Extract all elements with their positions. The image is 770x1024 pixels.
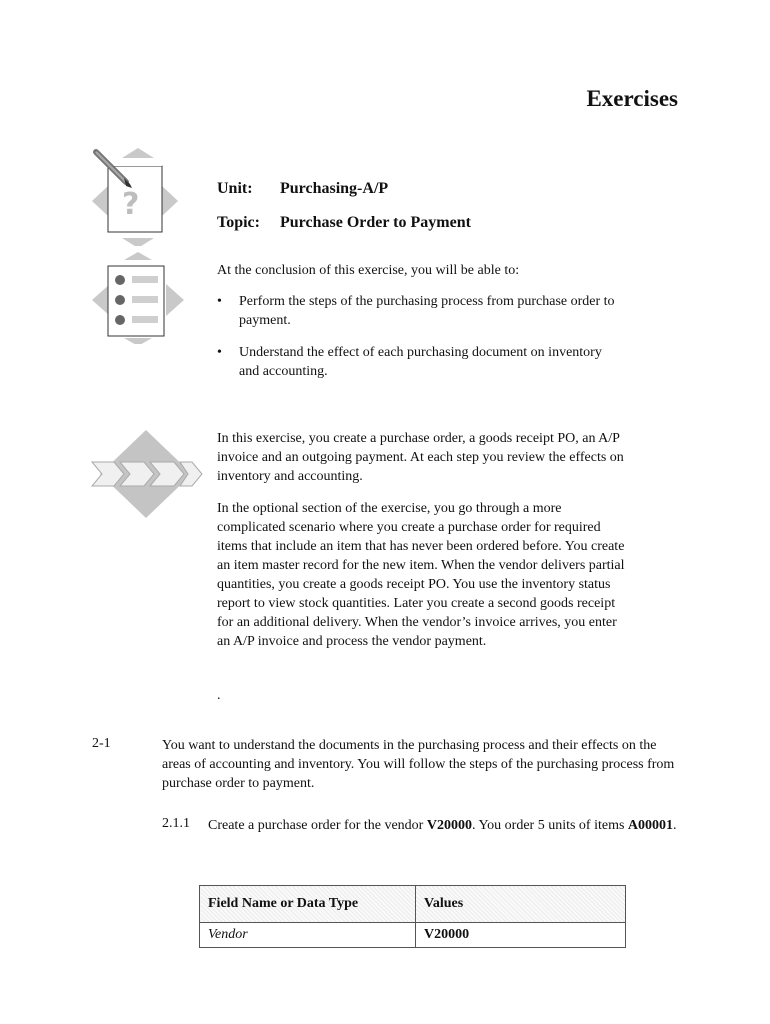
- scenario-paragraph: In this exercise, you create a purchase order, a goods receipt PO, an A/P invoice and an outgoing payment. At each step you review the effects on inventory and accounting.: [217, 431, 624, 484]
- step-text-part: .: [673, 818, 677, 833]
- exercise-text: You want to understand the documents in the purchasing process and their effects on the areas of accounting and inventory. You will follow the steps of the purchasing process from purchase order to payment.: [162, 738, 675, 791]
- page-title: Exercises: [586, 86, 678, 111]
- step-text-part: . You order 5 units of items: [471, 818, 628, 833]
- table-header-cell: Field Name or Data Type: [200, 886, 416, 923]
- objective-item: [217, 343, 617, 381]
- unit-label: Unit:: [217, 180, 253, 197]
- table-row: [200, 923, 626, 948]
- objectives-intro: At the conclusion of this exercise, you will be able to:: [217, 263, 520, 278]
- objective-text: Perform the steps of the purchasing process from purchase order to payment.: [239, 294, 615, 328]
- objectives-list-icon: [90, 252, 186, 344]
- table-header-cell: Values: [416, 886, 626, 923]
- unit-line: [217, 180, 388, 198]
- objective-text: Understand the effect of each purchasing document on inventory and accounting.: [239, 345, 602, 379]
- svg-text:?: ?: [122, 187, 140, 222]
- objective-item: [217, 292, 617, 330]
- topic-line: [217, 214, 471, 232]
- exercise-number: 2-1: [92, 736, 111, 751]
- scenario-trailing: .: [217, 688, 221, 703]
- topic-label: Topic:: [217, 214, 260, 231]
- step-text: [208, 816, 678, 835]
- step-number: 2.1.1: [162, 816, 190, 831]
- vendor-code: V20000: [426, 818, 472, 833]
- unit-value: Purchasing-A/P: [280, 180, 389, 197]
- table-cell-value: V20000: [416, 923, 626, 948]
- topic-value: Purchase Order to Payment: [280, 214, 471, 231]
- field-values-table: [199, 885, 626, 948]
- question-mark-icon: [86, 146, 186, 246]
- table-header-row: [200, 886, 626, 923]
- table-cell-field: Vendor: [200, 923, 416, 948]
- item-code: A00001: [627, 818, 674, 833]
- step-text-part: Create a purchase order for the vendor: [208, 818, 427, 833]
- scenario-paragraph: In the optional section of the exercise, you go through a more complicated scenario where you create a purchase order for required items that include an item that has never been ordered before. You create an item master record for the new item. When the vendor delivers partial quantities, you create a goods receipt PO. You use the inventory status report to view stock quantities. Later you create a second goods receipt for an additional delivery. When the vendor’s invoice arrives, you enter an A/P invoice and process the vendor payment.: [217, 501, 625, 649]
- bullet-icon: •: [217, 294, 222, 309]
- process-chevrons-icon: [88, 428, 204, 520]
- bullet-icon: •: [217, 345, 222, 360]
